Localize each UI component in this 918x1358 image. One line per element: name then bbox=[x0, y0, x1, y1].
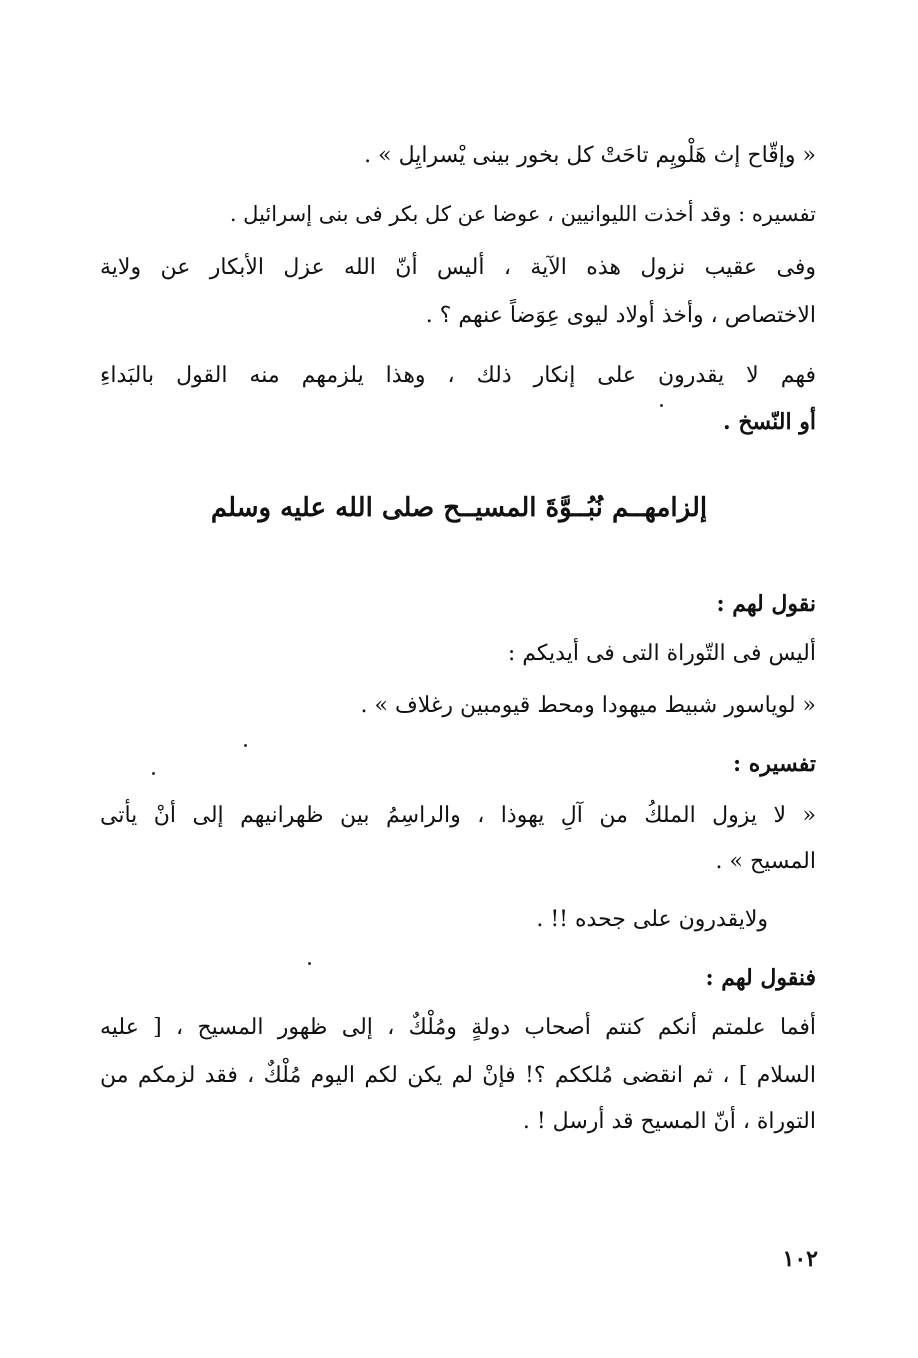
paragraph-line: أفما علمتم أنكم كنتم أصحاب دولةٍ ومُلْكٌ ، إلى ظهور المسيح ، [ عليه bbox=[100, 1015, 816, 1040]
paragraph-line: التوراة ، أنّ المسيح قد أرسل ! . bbox=[522, 1109, 816, 1134]
say-to-them-label: نقول لهم : bbox=[716, 591, 816, 617]
torah-question: أليس فى التّوراة التى فى أيديكم : bbox=[507, 641, 816, 666]
tafsir-label: تفسيره : bbox=[733, 751, 816, 777]
page-number: ١٠٢ bbox=[782, 1246, 818, 1272]
paragraph-line: فهم لا يقدرون على إنكار ذلك ، وهذا يلزمهم منه القول بالبَداءِ bbox=[100, 363, 816, 388]
paragraph-line: « لا يزول الملكُ من آلِ يهوذا ، والراسِمُ بين ظهرانيهم إلى أنْ يأتى bbox=[100, 803, 816, 828]
paragraph-line: المسيح » . bbox=[715, 849, 816, 874]
so-say-to-them-label: فنقول لهم : bbox=[705, 965, 816, 991]
section-heading: إلزامهــم نُبُــوَّةَ المسيــح صلى الله عليه وسلم bbox=[210, 493, 708, 523]
paragraph-line: السلام ] ، ثم انقضى مُلككم ؟! فإنْ لم يكن لكم اليوم مُلْكٌ ، فقد لزمكم من bbox=[100, 1063, 816, 1088]
paragraph-line: الاختصاص ، وأخذ أولاد ليوى عِوَضاً عنهم ؟ . bbox=[425, 303, 816, 328]
print-speck bbox=[152, 772, 155, 775]
hebrew-quote-line: « لوياسور شبيط ميهودا ومحط قيومبين رغلاف » . bbox=[360, 693, 816, 718]
paragraph-line: وفى عقيب نزول هذه الآية ، أليس أنّ الله عزل الأبكار عن ولاية bbox=[100, 255, 816, 280]
hebrew-quote-line: « وإقّاح إث هَلْويِم تاحَتْ كل بخور بينى يْسرايِل » . bbox=[364, 143, 816, 168]
print-speck bbox=[244, 744, 247, 747]
print-speck bbox=[308, 962, 311, 965]
paragraph-line: ولايقدرون على جحده !! . bbox=[536, 907, 768, 932]
tafsir-line: تفسيره : وقد أخذت الليوانيين ، عوضا عن كل بكر فى بنى إسرائيل . bbox=[229, 202, 816, 226]
paragraph-line: أو النّسخ . bbox=[723, 409, 816, 435]
print-speck bbox=[660, 404, 663, 407]
